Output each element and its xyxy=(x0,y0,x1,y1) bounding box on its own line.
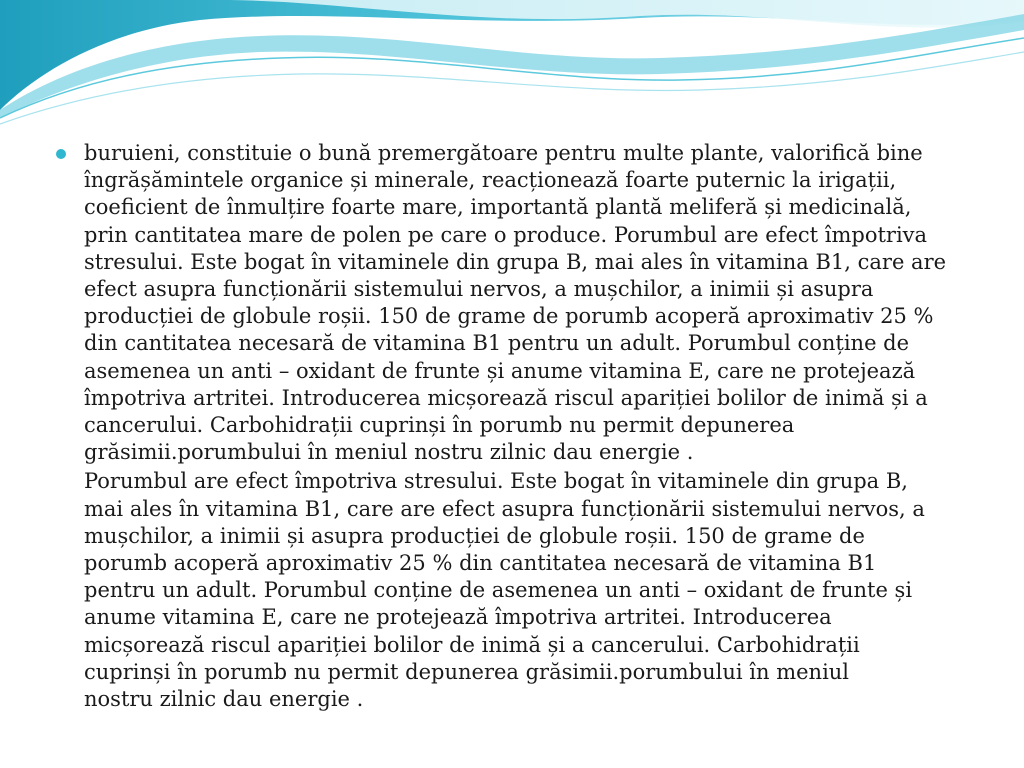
bullet-item xyxy=(56,140,956,466)
wave-mid-band xyxy=(0,14,1024,118)
bullet-dot-icon xyxy=(56,149,66,159)
paragraph-1: buruieni, constituie o bună premergătoare pentru multe plante, valorifică bine îngrășămintele organice și minerale, reacționează foarte puternic la irigații, coeficient de înmulțire foarte mare, importantă plantă meliferă și medicinală, prin cantitatea mare de polen pe care o produce. Porumbul are efect împotriva stresului. Este bogat în vitaminele din grupa B, mai ales în vitamina B1, care are efect asupra funcționării sistemului nervos, a mușchilor, a inimii și asupra producției de globule roșii. 150 de grame de porumb acoperă aproximativ 25 % din cantitatea necesară de vitamina B1 pentru un adult. Porumbul conține de asemenea un anti – oxidant de frunte și anume vitamina E, care ne protejează împotriva artritei. Introducerea micșorează riscul apariției bolilor de inimă și a cancerului. Carbohidrații cuprinși în porumb nu permit depunerea grăsimii.porumbului în meniul nostru zilnic dau energie . xyxy=(84,141,947,465)
wave-header-decoration xyxy=(0,0,1024,130)
slide-content xyxy=(56,140,956,713)
paragraph-2: Porumbul are efect împotriva stresului. Este bogat în vitaminele din grupa B, mai ales în vitamina B1, care are efect asupra funcționării sistemului nervos, a mușchilor, a inimii și asupra producției de globule roșii. 150 de grame de porumb acoperă aproximativ 25 % din cantitatea necesară de vitamina B1 pentru un adult. Porumbul conține de asemenea un anti – oxidant de frunte și anume vitamina E, care ne protejează împotriva artritei. Introducerea micșorează riscul apariției bolilor de inimă și a cancerului. Carbohidrații cuprinși în porumb nu permit depunerea grăsimii.porumbului în meniul nostru zilnic dau energie . xyxy=(84,469,925,712)
